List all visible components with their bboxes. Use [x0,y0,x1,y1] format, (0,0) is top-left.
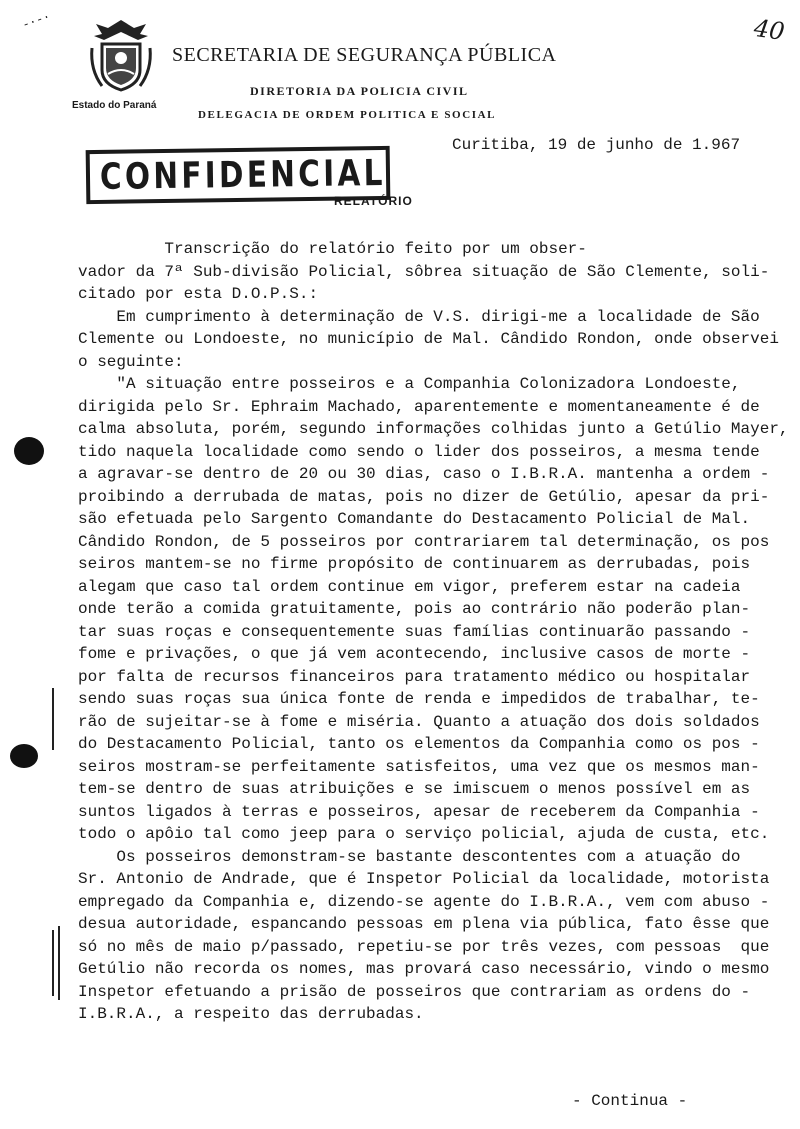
punch-hole [10,744,38,768]
body-line: fome e privações, o que já vem acontecendo, inclusive casos de morte - [78,645,751,663]
body-line: seiros mostram-se perfeitamente satisfeitos, uma vez que os mesmos man- [78,757,760,776]
body-line: sendo suas roças sua única fonte de renda e impedidos de trabalhar, te- [78,690,760,708]
document-date: Curitiba, 19 de junho de 1.967 [452,136,741,154]
body-line: só no mês de maio p/passado, repetiu-se por três vezes, com pessoas que [78,937,770,956]
margin-mark-line [58,926,60,1000]
header-title: SECRETARIA DE SEGURANÇA PÚBLICA [172,44,557,66]
body-line: tar suas roças e consequentemente suas famílias continuarão passando - [78,622,751,641]
body-line: o seguinte: [78,352,184,371]
body-line: do Destacamento Policial, tanto os elementos da Companhia como os pos - [78,735,760,753]
body-line: a agravar-se dentro de 20 ou 30 dias, caso o I.B.R.A. mantenha a ordem - [78,465,770,483]
body-line: suntos ligados à terras e posseiros, apesar de receberem da Companhia - [78,802,760,821]
body-line: I.B.R.A., a respeito das derrubadas. [78,1005,424,1023]
report-body [78,238,789,1026]
body-line: Inspetor efetuando a prisão de posseiros que contrariam as ordens do - [78,982,751,1001]
body-line: Sr. Antonio de Andrade, que é Inspetor Policial da localidade, motorista [78,870,770,888]
margin-mark-line [52,930,54,996]
body-line: tem-se dentro de suas atribuições e se imiscuem o menos possível em as [78,780,751,798]
header-delegacia: DELEGACIA DE ORDEM POLITICA E SOCIAL [198,109,497,121]
body-line: por falta de recursos financeiros para tratamento médico ou hospitalar [78,667,751,686]
coat-of-arms-seal [88,18,154,94]
continua-footer: - Continua - [572,1092,688,1110]
body-line: Os posseiros demonstram-se bastante descontentes com a atuação do [78,847,741,866]
body-line: alegam que caso tal ordem continue em vigor, preferem estar na cadeia [78,577,741,596]
body-line: "A situação entre posseiros e a Companhia Colonizadora Londoeste, [78,375,741,393]
body-line: calma absoluta, porém, segundo informações colhidas junto a Getúlio Mayer, [78,420,789,438]
body-line: Cândido Rondon, de 5 posseiros por contrariarem tal determinação, os pos [78,532,770,551]
state-label: Estado do Paraná [72,100,157,111]
body-line: rão de sujeitar-se à fome e miséria. Quanto a atuação dos dois soldados [78,712,760,731]
body-line: dirigida pelo Sr. Ephraim Machado, aparentemente e momentaneamente é de [78,397,760,416]
margin-mark: -·-· [20,9,53,33]
body-line: todo o apôio tal como jeep para o serviço policial, ajuda de custa, etc. [78,825,770,843]
body-line: onde terão a comida gratuitamente, pois ao contrário não poderão plan- [78,600,751,618]
body-line: Em cumprimento à determinação de V.S. dirigi-me a localidade de São [78,307,760,326]
body-line: Transcrição do relatório feito por um obser- [78,240,587,258]
body-line: seiros mantem-se no firme propósito de continuarem as derrubadas, pois [78,555,751,573]
body-line: proibindo a derrubada de matas, pois no dizer de Getúlio, apesar da pri- [78,487,770,506]
margin-mark-line [52,688,54,750]
body-line: Clemente ou Londoeste, no município de Mal. Cândido Rondon, onde observei [78,330,779,348]
body-line: empregado da Companhia e, dizendo-se agente do I.B.R.A., vem com abuso - [78,892,770,911]
header-directorate: DIRETORIA DA POLICIA CIVIL [250,84,469,98]
punch-hole [14,437,44,465]
body-line: tido naquela localidade como sendo o lider dos posseiros, a mesma tende [78,442,760,461]
confidential-stamp-label: CONFIDENCIAL [99,152,386,198]
report-label: RELATÓRIO [334,194,413,208]
body-line: desua autoridade, espancando pessoas em plena via pública, fato êsse que [78,915,770,933]
body-line: Getúlio não recorda os nomes, mas provará caso necessário, vindo o mesmo [78,960,770,978]
body-line: citado por esta D.O.P.S.: [78,285,319,303]
body-line: são efetuada pelo Sargento Comandante do Destacamento Policial de Mal. [78,510,751,528]
handwritten-page-number: 40 [752,14,787,46]
body-line: vador da 7ª Sub-divisão Policial, sôbrea situação de São Clemente, soli- [78,262,770,281]
